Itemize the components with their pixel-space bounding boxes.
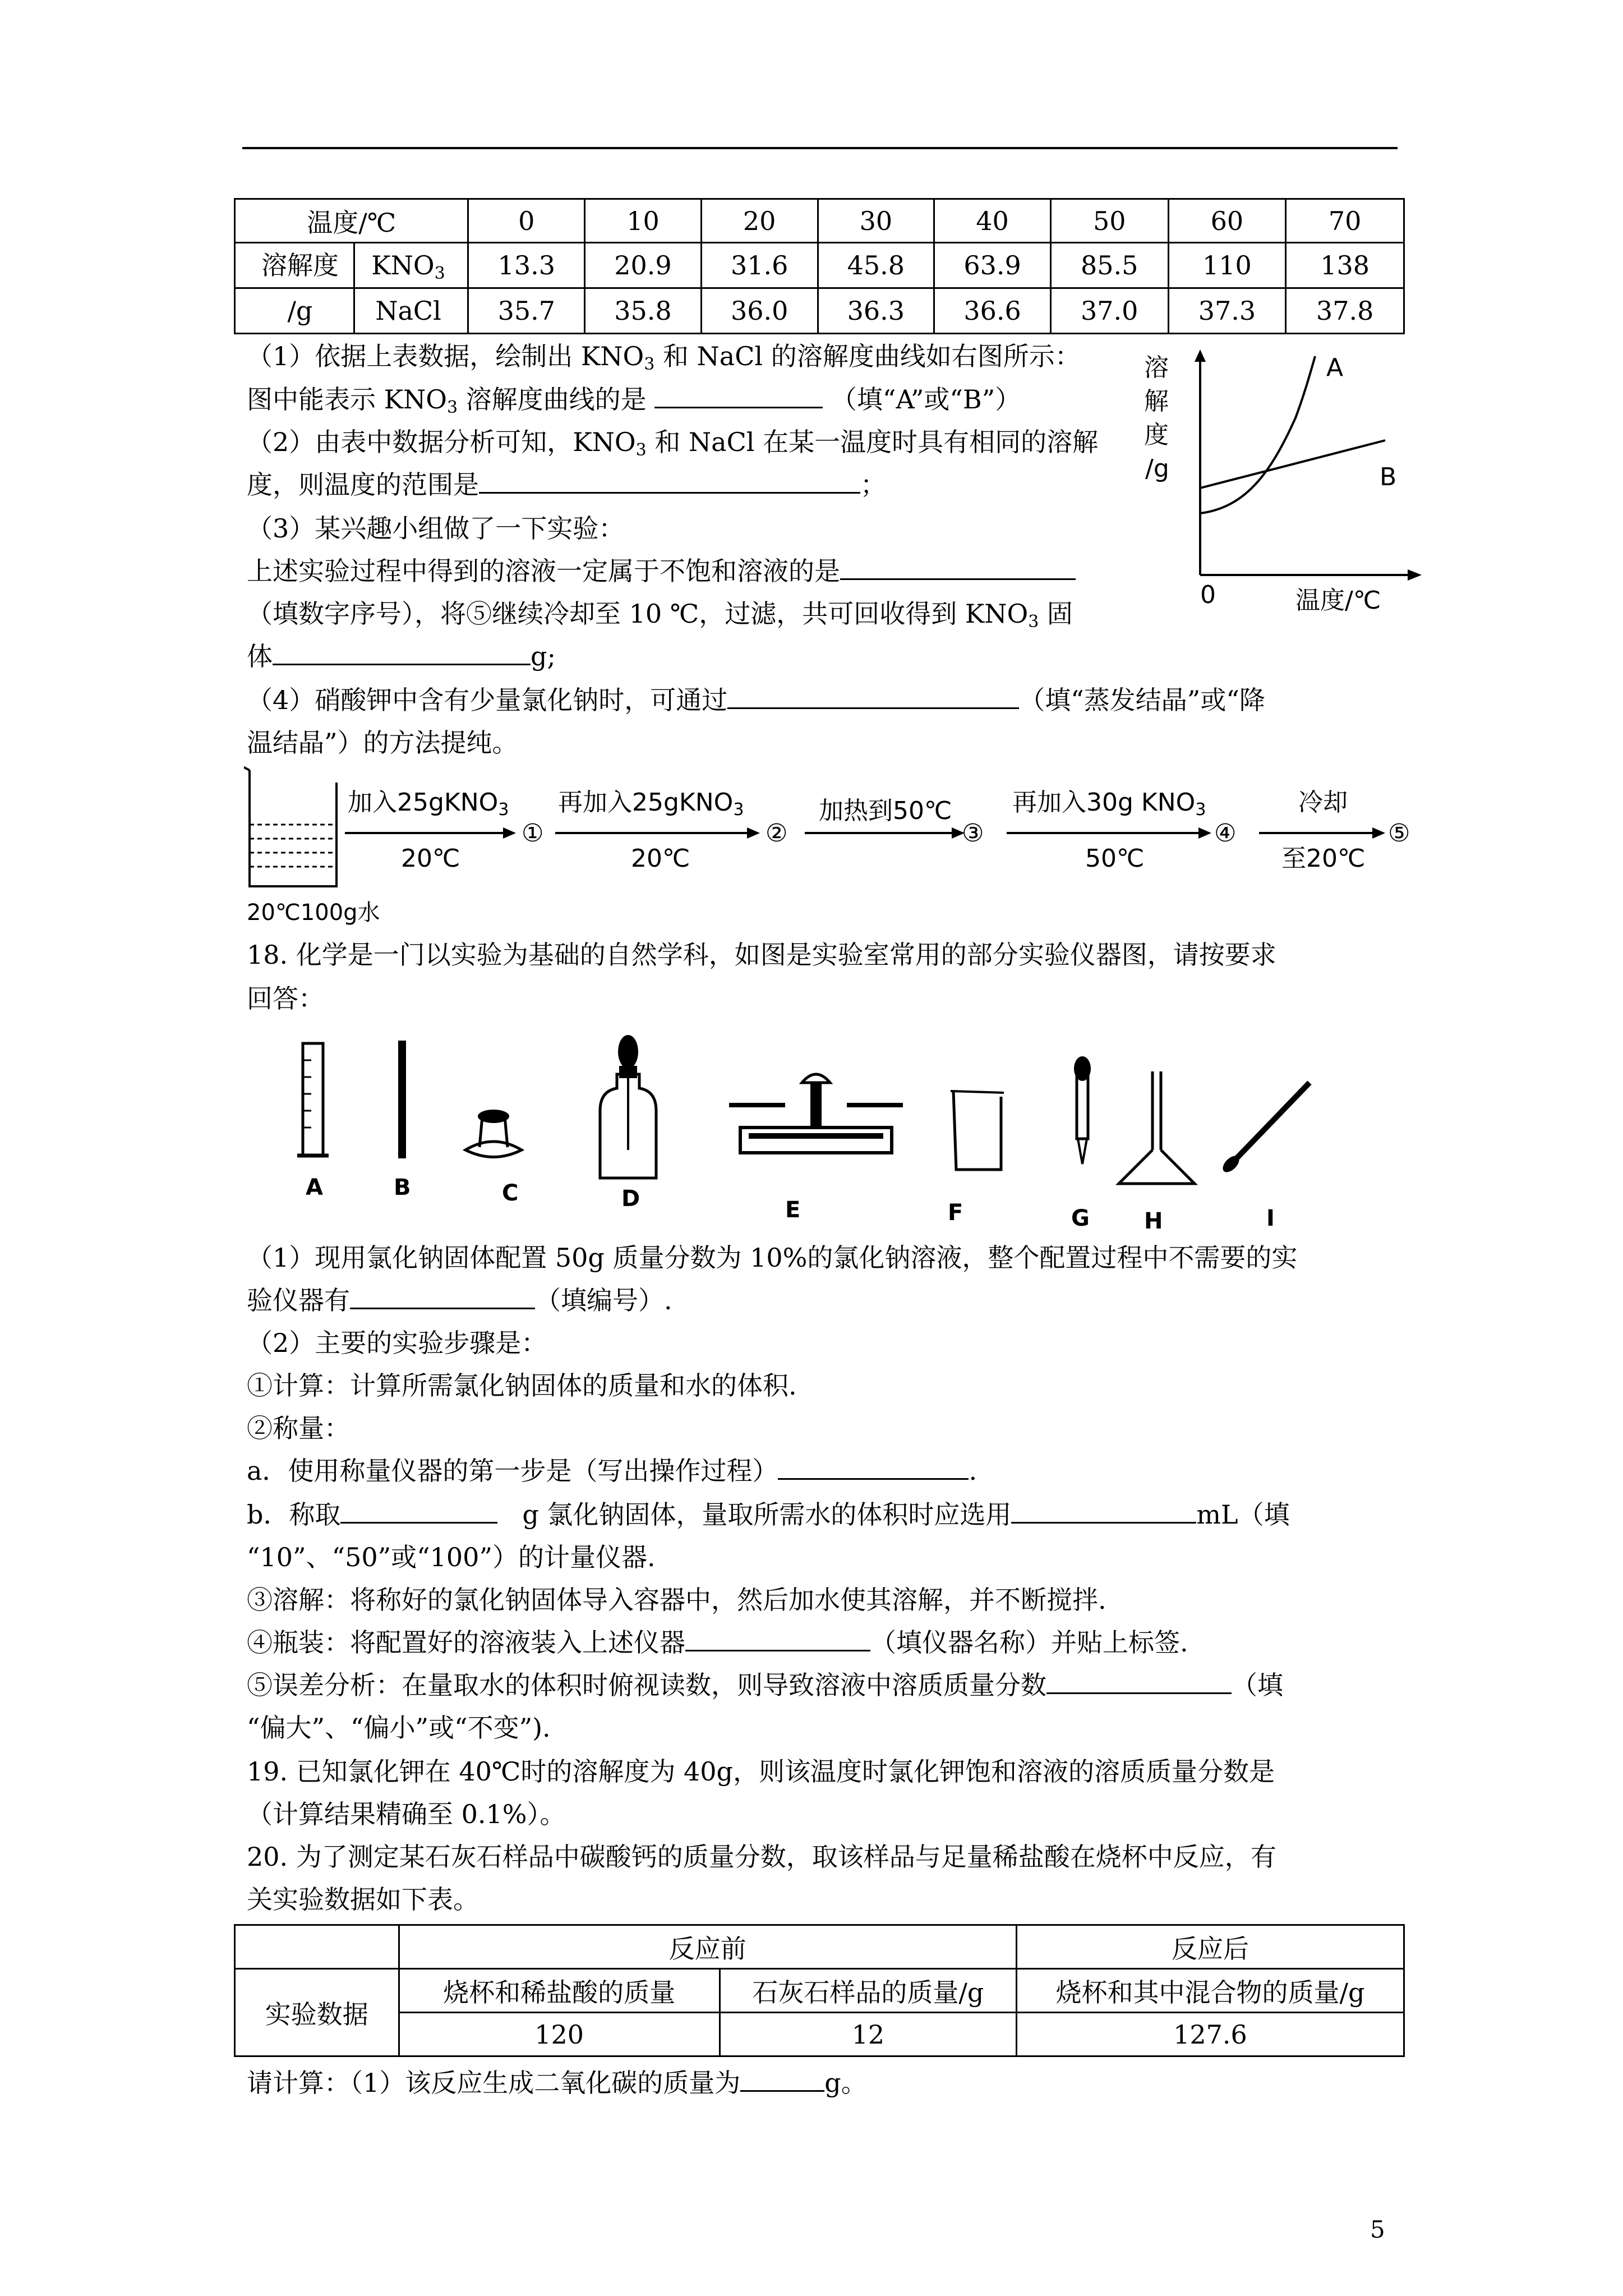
q20-line2: 关实验数据如下表。 — [247, 1884, 479, 1915]
corner-cell — [235, 1925, 399, 1969]
experiment-flow-diagram — [244, 766, 1422, 928]
q18-step6: b．称取 g 氯化钠固体，量取所需水的体积时应选用 mL（填 — [247, 1499, 1290, 1530]
beaker-icon — [244, 767, 336, 886]
solubility-label-line1: 溶解度 — [261, 250, 339, 280]
q18-intro-line1: 18. 化学是一门以实验为基础的自然学科，如图是实验室常用的部分实验仪器图，请按要求 — [247, 940, 1276, 970]
nacl-cell: 36.0 — [701, 288, 818, 334]
instrument-label-h: H — [1144, 1208, 1163, 1234]
curve-x-arrow — [1408, 569, 1422, 581]
solubility-label — [235, 243, 468, 288]
step4-top: 再加入30g KNO3 — [1012, 788, 1206, 820]
instruments-figure — [247, 1021, 1396, 1234]
q17-part3-line3: （填数字序号），将⑤继续冷却至 10 ℃，过滤，共可回收得到 $KNO_3$ 固 — [247, 599, 1073, 632]
curve-label-a: A — [1326, 353, 1344, 382]
beaker-f-icon — [951, 1091, 1004, 1170]
curve-b — [1200, 440, 1385, 488]
q18-step8: ③溶解：将称好的氯化钠固体导入容器中，然后加水使其溶解，并不断搅拌. — [247, 1585, 1106, 1615]
curve-a — [1200, 356, 1315, 513]
q17-part2-line1: （2）由表中数据分析可知，$KNO_3$ 和 NaCl 在某一温度时具有相同的溶解 — [247, 427, 1099, 460]
instrument-label-c: C — [502, 1180, 519, 1206]
beaker-label: 20℃100g水 — [247, 900, 380, 926]
row-name-kno3: $KNO_3$ — [353, 243, 462, 287]
q18-step11: “偏大”、“偏小”或“不变”). — [247, 1713, 551, 1743]
solubility-table — [234, 198, 1405, 334]
curve-ylabel-3: 度 — [1144, 421, 1169, 449]
kno3-cell: 13.3 — [468, 243, 585, 288]
nacl-cell: 36.3 — [818, 288, 934, 334]
kno3-cell: 20.9 — [585, 243, 702, 288]
step4-result: ④ — [1214, 819, 1237, 848]
kno3-cell: 31.6 — [701, 243, 818, 288]
step2-top: 再加入25gKNO3 — [558, 788, 744, 820]
q18-step10: ⑤误差分析：在量取水的体积时俯视读数，则导致溶液中溶质质量分数 （填 — [247, 1670, 1283, 1700]
q18-step5: a．使用称量仪器的第一步是（写出操作过程） . — [247, 1456, 978, 1486]
q18-step1-line2: 验仪器有 （填编号）. — [247, 1285, 672, 1315]
nacl-cell: 36.6 — [934, 288, 1051, 334]
temp-cell: 40 — [934, 199, 1051, 243]
graduated-cylinder-icon — [297, 1043, 329, 1156]
step4-bottom: 50℃ — [1085, 844, 1145, 873]
q19-line1: 19. 已知氯化钾在 40℃时的溶解度为 40g，则该温度时氯化钾饱和溶液的溶质质量分数是 — [247, 1756, 1275, 1787]
q20-line1: 20. 为了测定某石灰石样品中碳酸钙的质量分数，取该样品与足量稀盐酸在烧杯中反应，有 — [247, 1842, 1276, 1872]
kno3-cell: 45.8 — [818, 243, 934, 288]
q18-step4: ②称量： — [247, 1413, 350, 1443]
step3-top: 加热到50℃ — [819, 797, 952, 825]
step5-bottom: 至20℃ — [1281, 844, 1366, 873]
header-beaker-acid: 烧杯和稀盐酸的质量 — [399, 1969, 720, 2013]
value-mixture: 127.6 — [1016, 2013, 1404, 2056]
value-beaker-acid: 120 — [399, 2013, 720, 2056]
q18-step7: “10”、“50”或“100”）的计量仪器. — [247, 1542, 656, 1572]
kno3-cell: 138 — [1286, 243, 1404, 288]
q17-part3-line1: （3）某兴趣小组做了一下实验： — [247, 513, 625, 544]
header-sample: 石灰石样品的质量/g — [720, 1969, 1016, 2013]
curve-label-b: B — [1380, 463, 1397, 491]
medicine-spoon-icon — [1220, 1083, 1310, 1175]
q17-part2-line2: 度，则温度的范围是 ； — [247, 470, 886, 500]
q17-part4-line1: （4）硝酸钾中含有少量氯化钠时，可通过 （填“蒸发结晶”或“降 — [247, 685, 1265, 715]
q18-step9: ④瓶装：将配置好的溶液装入上述仪器 （填仪器名称）并贴上标签. — [247, 1627, 1188, 1658]
temp-cell: 20 — [701, 199, 818, 243]
instrument-label-g: G — [1071, 1205, 1090, 1231]
step3-result: ③ — [962, 819, 984, 848]
step2-bottom: 20℃ — [631, 844, 690, 873]
row-name-nacl: NaCl — [353, 289, 462, 333]
before-header: 反应前 — [399, 1925, 1016, 1969]
step5-result: ⑤ — [1388, 819, 1410, 848]
q18-step1-line1: （1）现用氯化钠固体配置 50g 质量分数为 10%的氯化钠溶液，整个配置过程中不需要的实 — [247, 1243, 1298, 1273]
balance-icon — [729, 1074, 903, 1153]
q19-line2: （计算结果精确至 0.1%）。 — [247, 1799, 566, 1829]
nacl-cell: 37.3 — [1168, 288, 1286, 334]
curve-origin: 0 — [1200, 581, 1216, 609]
solubility-label-line2: /g — [287, 296, 313, 326]
q20-calc: 请计算：（1）该反应生成二氧化碳的质量为 g。 — [247, 2068, 867, 2098]
kno3-cell: 63.9 — [934, 243, 1051, 288]
step2-result: ② — [766, 819, 788, 848]
q17-part1-line2: 图中能表示 $KNO_3$ 溶解度曲线的是 （填“A”或“B”） — [247, 384, 1021, 417]
q17-part4-line2: 温结晶”）的方法提纯。 — [247, 728, 518, 758]
temp-cell: 60 — [1168, 199, 1286, 243]
row-label: 实验数据 — [235, 1969, 399, 2056]
temp-cell: 10 — [585, 199, 702, 243]
alcohol-lamp-icon — [465, 1110, 522, 1157]
q17-part3-line2: 上述实验过程中得到的溶液一定属于不饱和溶液的是 — [247, 554, 1076, 588]
glass-rod-icon — [398, 1041, 406, 1158]
temp-cell: 30 — [818, 199, 934, 243]
instrument-label-f: F — [948, 1200, 963, 1226]
experiment-data-table — [234, 1924, 1405, 2057]
q18-intro-line2: 回答： — [247, 983, 324, 1014]
temp-cell: 50 — [1050, 199, 1168, 243]
nacl-cell: 37.0 — [1050, 288, 1168, 334]
curve-ylabel-1: 溶 — [1144, 353, 1169, 382]
instrument-label-b: B — [394, 1175, 411, 1200]
nacl-cell: 35.7 — [468, 288, 585, 334]
header-rule — [242, 147, 1398, 149]
curve-ylabel-4: /g — [1145, 454, 1169, 483]
step1-bottom: 20℃ — [401, 844, 460, 873]
nacl-cell: 37.8 — [1286, 288, 1404, 334]
curve-xlabel: 温度/℃ — [1295, 586, 1381, 615]
curve-y-arrow — [1195, 349, 1206, 362]
temp-cell: 70 — [1286, 199, 1404, 243]
nacl-cell: 35.8 — [585, 288, 702, 334]
funnel-icon — [1119, 1071, 1195, 1184]
instrument-label-i: I — [1266, 1205, 1275, 1231]
step1-result: ① — [522, 819, 544, 848]
dropper-icon — [1074, 1056, 1091, 1164]
page-number: 5 — [1370, 2216, 1385, 2243]
dropper-bottle-icon — [600, 1035, 656, 1178]
temp-cell: 0 — [468, 199, 585, 243]
q17-part3-line4: 体 g; — [247, 641, 556, 671]
temp-header: 温度/℃ — [235, 199, 468, 243]
header-mixture: 烧杯和其中混合物的质量/g — [1016, 1969, 1404, 2013]
kno3-cell: 110 — [1168, 243, 1286, 288]
q18-step3: ①计算：计算所需氯化钠固体的质量和水的体积. — [247, 1370, 797, 1401]
q17-part1-line1: （1）依据上表数据，绘制出 $KNO_3$ 和 NaCl 的溶解度曲线如右图所示： — [247, 341, 1081, 374]
value-sample: 12 — [720, 2013, 1016, 2056]
instrument-label-a: A — [306, 1175, 323, 1200]
after-header: 反应后 — [1016, 1925, 1404, 1969]
instrument-label-d: D — [621, 1186, 640, 1212]
solubility-unit — [235, 288, 468, 334]
instrument-label-e: E — [785, 1197, 801, 1223]
step5-top: 冷却 — [1298, 788, 1348, 817]
kno3-cell: 85.5 — [1050, 243, 1168, 288]
step1-top: 加入25gKNO3 — [348, 788, 509, 820]
curve-ylabel-2: 解 — [1144, 387, 1169, 416]
q18-step2: （2）主要的实验步骤是： — [247, 1328, 547, 1358]
solubility-curve-figure — [1133, 345, 1430, 625]
